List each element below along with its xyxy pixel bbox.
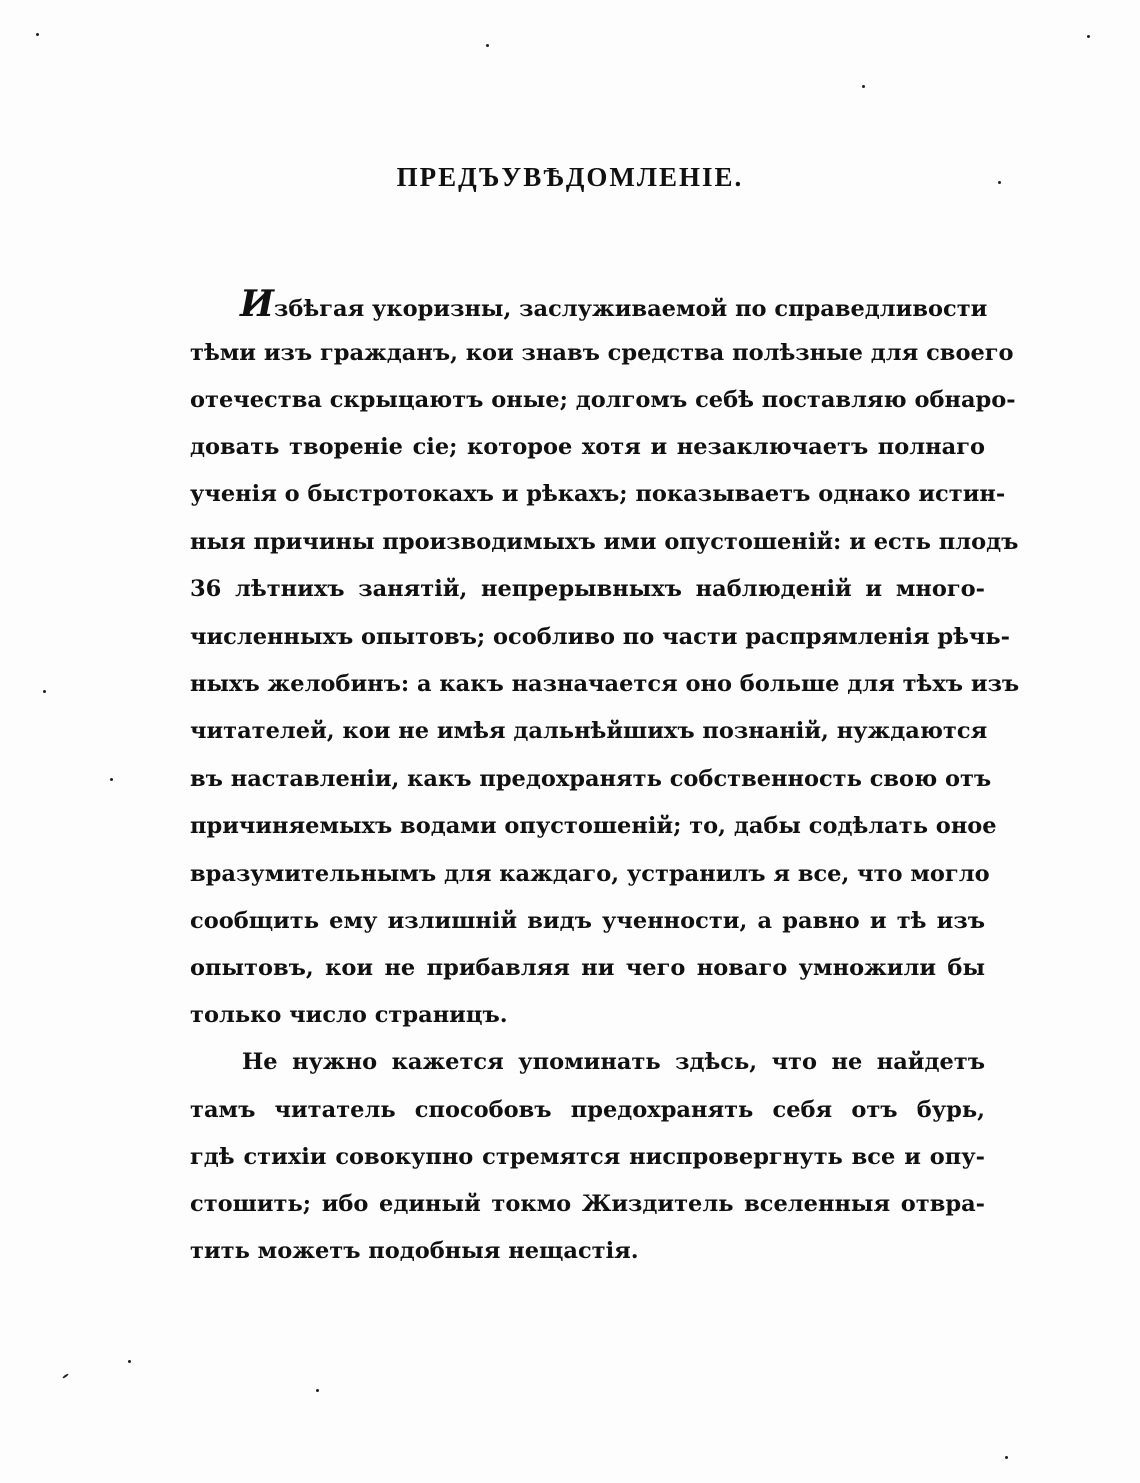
paragraph-1-line: довать твореніе сіе; которое хотя и незаключаетъ полнаго (190, 434, 985, 460)
scan-speck (862, 85, 865, 88)
paragraph-1-line: 36 лѣтнихъ занятій, непрерывныхъ наблюденій и много- (190, 576, 985, 602)
scan-speck (43, 690, 46, 693)
paragraph-1-line: отечества скрыцаютъ оные; долгомъ себѣ поставляю обнаро- (190, 387, 1016, 413)
scan-speck (128, 1360, 131, 1363)
paragraph-1-line: сообщить ему излишній видъ ученности, а равно и тѣ изъ (190, 908, 985, 934)
scan-speck (110, 778, 113, 781)
paragraph-1-line: вразумительнымъ для каждаго, устранилъ я все, что могло (190, 861, 990, 887)
paragraph-1-line: ученія о быстротокахъ и рѣкахъ; показываетъ однако истин- (190, 481, 1006, 507)
paragraph-2-line: стошить; ибо единый токмо Жиздитель вселенныя отвра- (190, 1191, 985, 1217)
drop-cap: И (240, 283, 275, 325)
paragraph-2-line: гдѣ стихіи совокупно стремятся ниспровергнуть все и опу- (190, 1144, 985, 1170)
paragraph-1-line: ныя причины производимыхъ ими опустошеній: и есть плодъ (190, 529, 1019, 555)
paragraph-1-line: въ наставленіи, какъ предохранять собственность свою отъ (190, 766, 992, 792)
line-text: збѣгая укоризны, заслуживаемой по справедливости (274, 296, 988, 322)
scan-speck (486, 44, 489, 47)
scan-speck (1087, 35, 1090, 38)
paragraph-1-line: опытовъ, кои не прибавляя ни чего новаго умножили бы (190, 955, 985, 981)
scan-speck (36, 33, 39, 36)
page-title: ПРЕДЪУВѢДОМЛЕНІЕ. (396, 162, 744, 192)
paragraph-1-line: только число страницъ. (190, 1002, 508, 1028)
paragraph-2-line: тить можетъ подобныя нещастія. (190, 1238, 639, 1264)
paragraph-1-line: причиняемыхъ водами опустошеній; то, дабы содѣлать оное (190, 813, 997, 839)
paragraph-1-line (240, 283, 988, 325)
paragraph-1-line: тѣми изъ гражданъ, кои знавъ средства полѣзные для своего (190, 340, 1014, 366)
paragraph-2-line: тамъ читатель способовъ предохранять себя отъ бурь, (190, 1097, 985, 1123)
paragraph-1-line: читателей, кои не имѣя дальнѣйшихъ познаній, нуждаются (190, 718, 988, 744)
scan-speck (316, 1389, 319, 1392)
paragraph-2-line: Не нужно кажется упоминать здѣсь, что не найдетъ (242, 1049, 985, 1075)
scan-speck (1005, 1456, 1008, 1459)
scan-speck (998, 181, 1001, 184)
paragraph-1-line: численныхъ опытовъ; особливо по части распрямленія рѣчь- (190, 624, 1010, 650)
scan-speck (62, 1373, 69, 1379)
paragraph-1-line: ныхъ желобинъ: а какъ назначается оно больше для тѣхъ изъ (190, 671, 1020, 697)
